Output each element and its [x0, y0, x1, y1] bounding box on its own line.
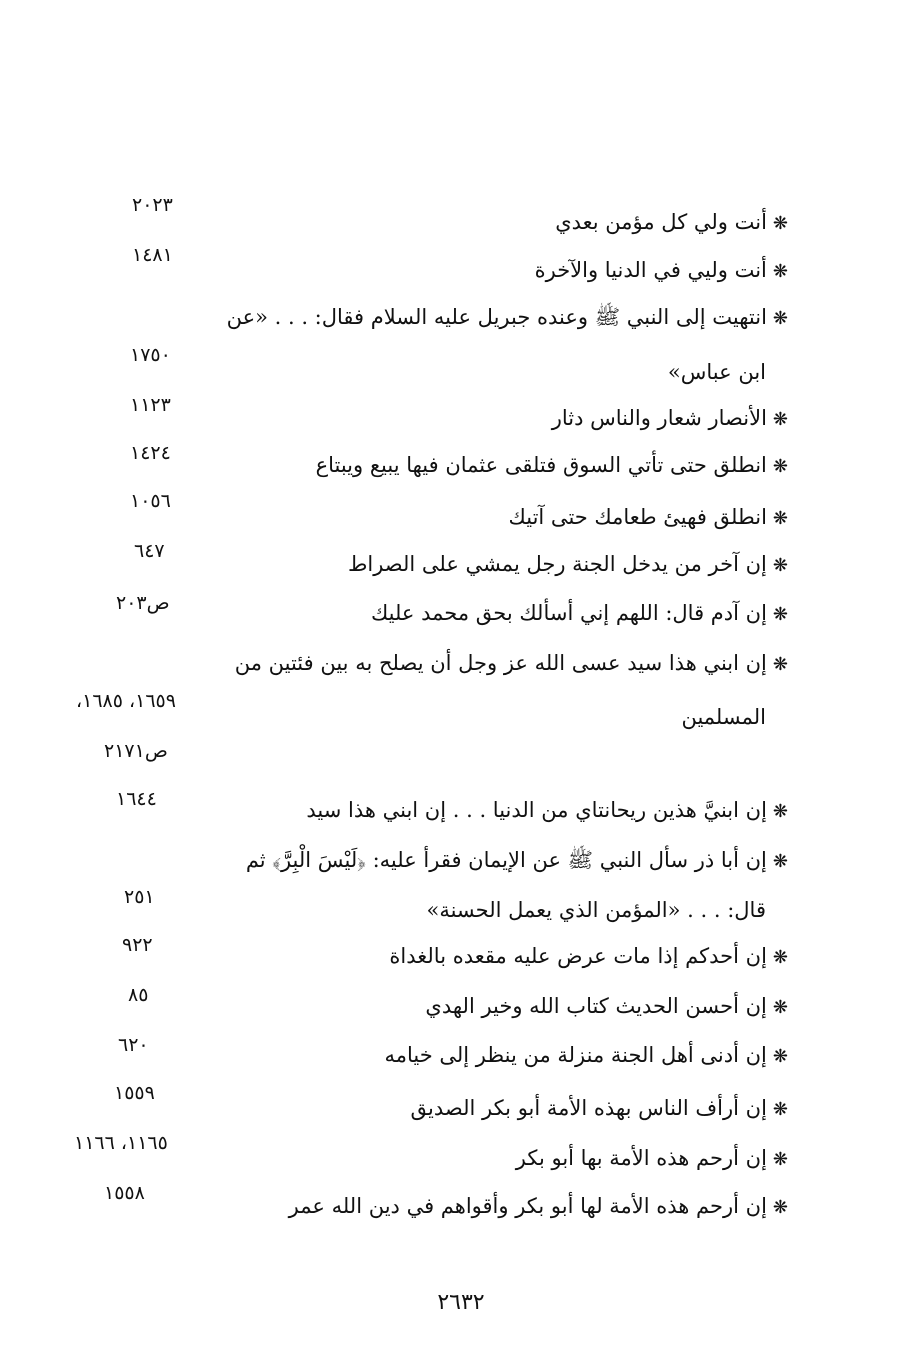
- reference-number: ١٥٥٩: [114, 1082, 155, 1104]
- bullet: ❋: [772, 508, 788, 529]
- entry-text: انطلق فهيئ طعامك حتى آتيك: [508, 505, 767, 529]
- bullet: ❋: [772, 997, 788, 1018]
- bullet: ❋: [772, 409, 788, 430]
- reference-number: ص٢٠٣: [116, 592, 170, 614]
- entry-continuation: [426, 900, 766, 921]
- entry-continuation: [681, 707, 766, 728]
- entry-text: الأنصار شعار والناس دثار: [551, 406, 767, 430]
- reference-number: ٨٥: [128, 984, 149, 1006]
- reference-number: ١١٢٣: [130, 394, 171, 416]
- bullet: ❋: [772, 604, 788, 625]
- reference-number: ١٧٥٠: [130, 344, 171, 366]
- entry-text: إن أرأف الناس بهذه الأمة أبو بكر الصديق: [410, 1096, 767, 1120]
- reference-number: ٢٥١: [124, 886, 155, 908]
- bullet: ❋: [772, 654, 788, 675]
- entry: [306, 800, 788, 821]
- entry-text: إن أرحم هذه الأمة لها أبو بكر وأقواهم في دين الله عمر: [288, 1194, 767, 1218]
- entry-text: إن أحسن الحديث كتاب الله وخير الهدي: [425, 994, 767, 1018]
- reference-number: ١٤٢٤: [130, 442, 171, 464]
- entry-text: ابن عباس»: [667, 360, 766, 384]
- entry-text: انطلق حتى تأتي السوق فتلقى عثمان فيها يبيع ويبتاع: [315, 453, 767, 477]
- bullet: ❋: [772, 851, 788, 872]
- entry-text: إن أرحم هذه الأمة بها أبو بكر: [515, 1146, 767, 1170]
- entry: [425, 996, 788, 1017]
- entry: [555, 212, 788, 233]
- bullet: ❋: [772, 1149, 788, 1170]
- entry-text: إن ابنيَّ هذين ريحانتاي من الدنيا . . . إن ابني هذا سيد: [306, 798, 767, 822]
- entry-text: إن أدنى أهل الجنة منزلة من ينظر إلى خيامه: [384, 1043, 767, 1067]
- bullet: ❋: [772, 261, 788, 282]
- bullet: ❋: [772, 555, 788, 576]
- reference-number: ٢٠٢٣: [132, 194, 173, 216]
- entry: [516, 1148, 788, 1169]
- entry-continuation: [668, 362, 766, 383]
- reference-number: ص٢١٧١: [104, 740, 168, 762]
- bullet: ❋: [772, 801, 788, 822]
- bullet: ❋: [772, 456, 788, 477]
- entry: [509, 507, 788, 528]
- entry: [289, 1196, 788, 1217]
- page-number: ٢٦٣٢: [437, 1290, 485, 1315]
- entry-text: قال: . . . «المؤمن الذي يعمل الحسنة»: [426, 898, 766, 922]
- reference-number: ١٥٥٨: [104, 1182, 145, 1204]
- entry: [552, 408, 788, 429]
- reference-number: ٩٢٢: [122, 934, 153, 956]
- reference-number: ١١٦٥، ١١٦٦: [74, 1132, 168, 1154]
- reference-number: ١٠٥٦: [130, 490, 171, 512]
- bullet: ❋: [772, 1197, 788, 1218]
- entry: [384, 1045, 788, 1066]
- entry-text: إن آخر من يدخل الجنة رجل يمشي على الصراط: [347, 552, 767, 576]
- entry: [316, 455, 788, 476]
- entry-text: المسلمين: [681, 705, 766, 729]
- entry: [348, 554, 788, 575]
- entry-text: إن أحدكم إذا مات عرض عليه مقعده بالغداة: [389, 944, 767, 968]
- bullet: ❋: [772, 308, 788, 329]
- bullet: ❋: [772, 1046, 788, 1067]
- bullet: ❋: [772, 947, 788, 968]
- reference-number: ١٦٤٤: [116, 788, 157, 810]
- entry-text: أنت وليي في الدنيا والآخرة: [534, 258, 767, 282]
- entry: [246, 850, 788, 871]
- entry: [371, 603, 788, 624]
- entry: [389, 946, 788, 967]
- entry-text: إن ابني هذا سيد عسى الله عز وجل أن يصلح به بين فئتين من: [234, 651, 767, 675]
- bullet: ❋: [772, 1099, 788, 1120]
- entry: [535, 260, 788, 281]
- entry: [235, 653, 788, 674]
- reference-number: ٦٢٠: [118, 1034, 149, 1056]
- entry: [410, 1098, 788, 1119]
- entry: [227, 307, 788, 328]
- entry-text: إن آدم قال: اللهم إني أسألك بحق محمد عليك: [370, 601, 767, 625]
- reference-number: ٦٤٧: [134, 540, 165, 562]
- bullet: ❋: [772, 213, 788, 234]
- entry-text: إن أبا ذر سأل النبي ﷺ عن الإيمان فقرأ عليه: ﴿لَيْسَ الْبِرَّ﴾ ثم: [245, 848, 767, 872]
- reference-number: ١٦٥٩، ١٦٨٥،: [76, 690, 176, 712]
- reference-number: ١٤٨١: [132, 244, 173, 266]
- entry-text: انتهيت إلى النبي ﷺ وعنده جبريل عليه السلام فقال: . . . «عن: [226, 305, 767, 329]
- entry-text: أنت ولي كل مؤمن بعدي: [555, 210, 767, 234]
